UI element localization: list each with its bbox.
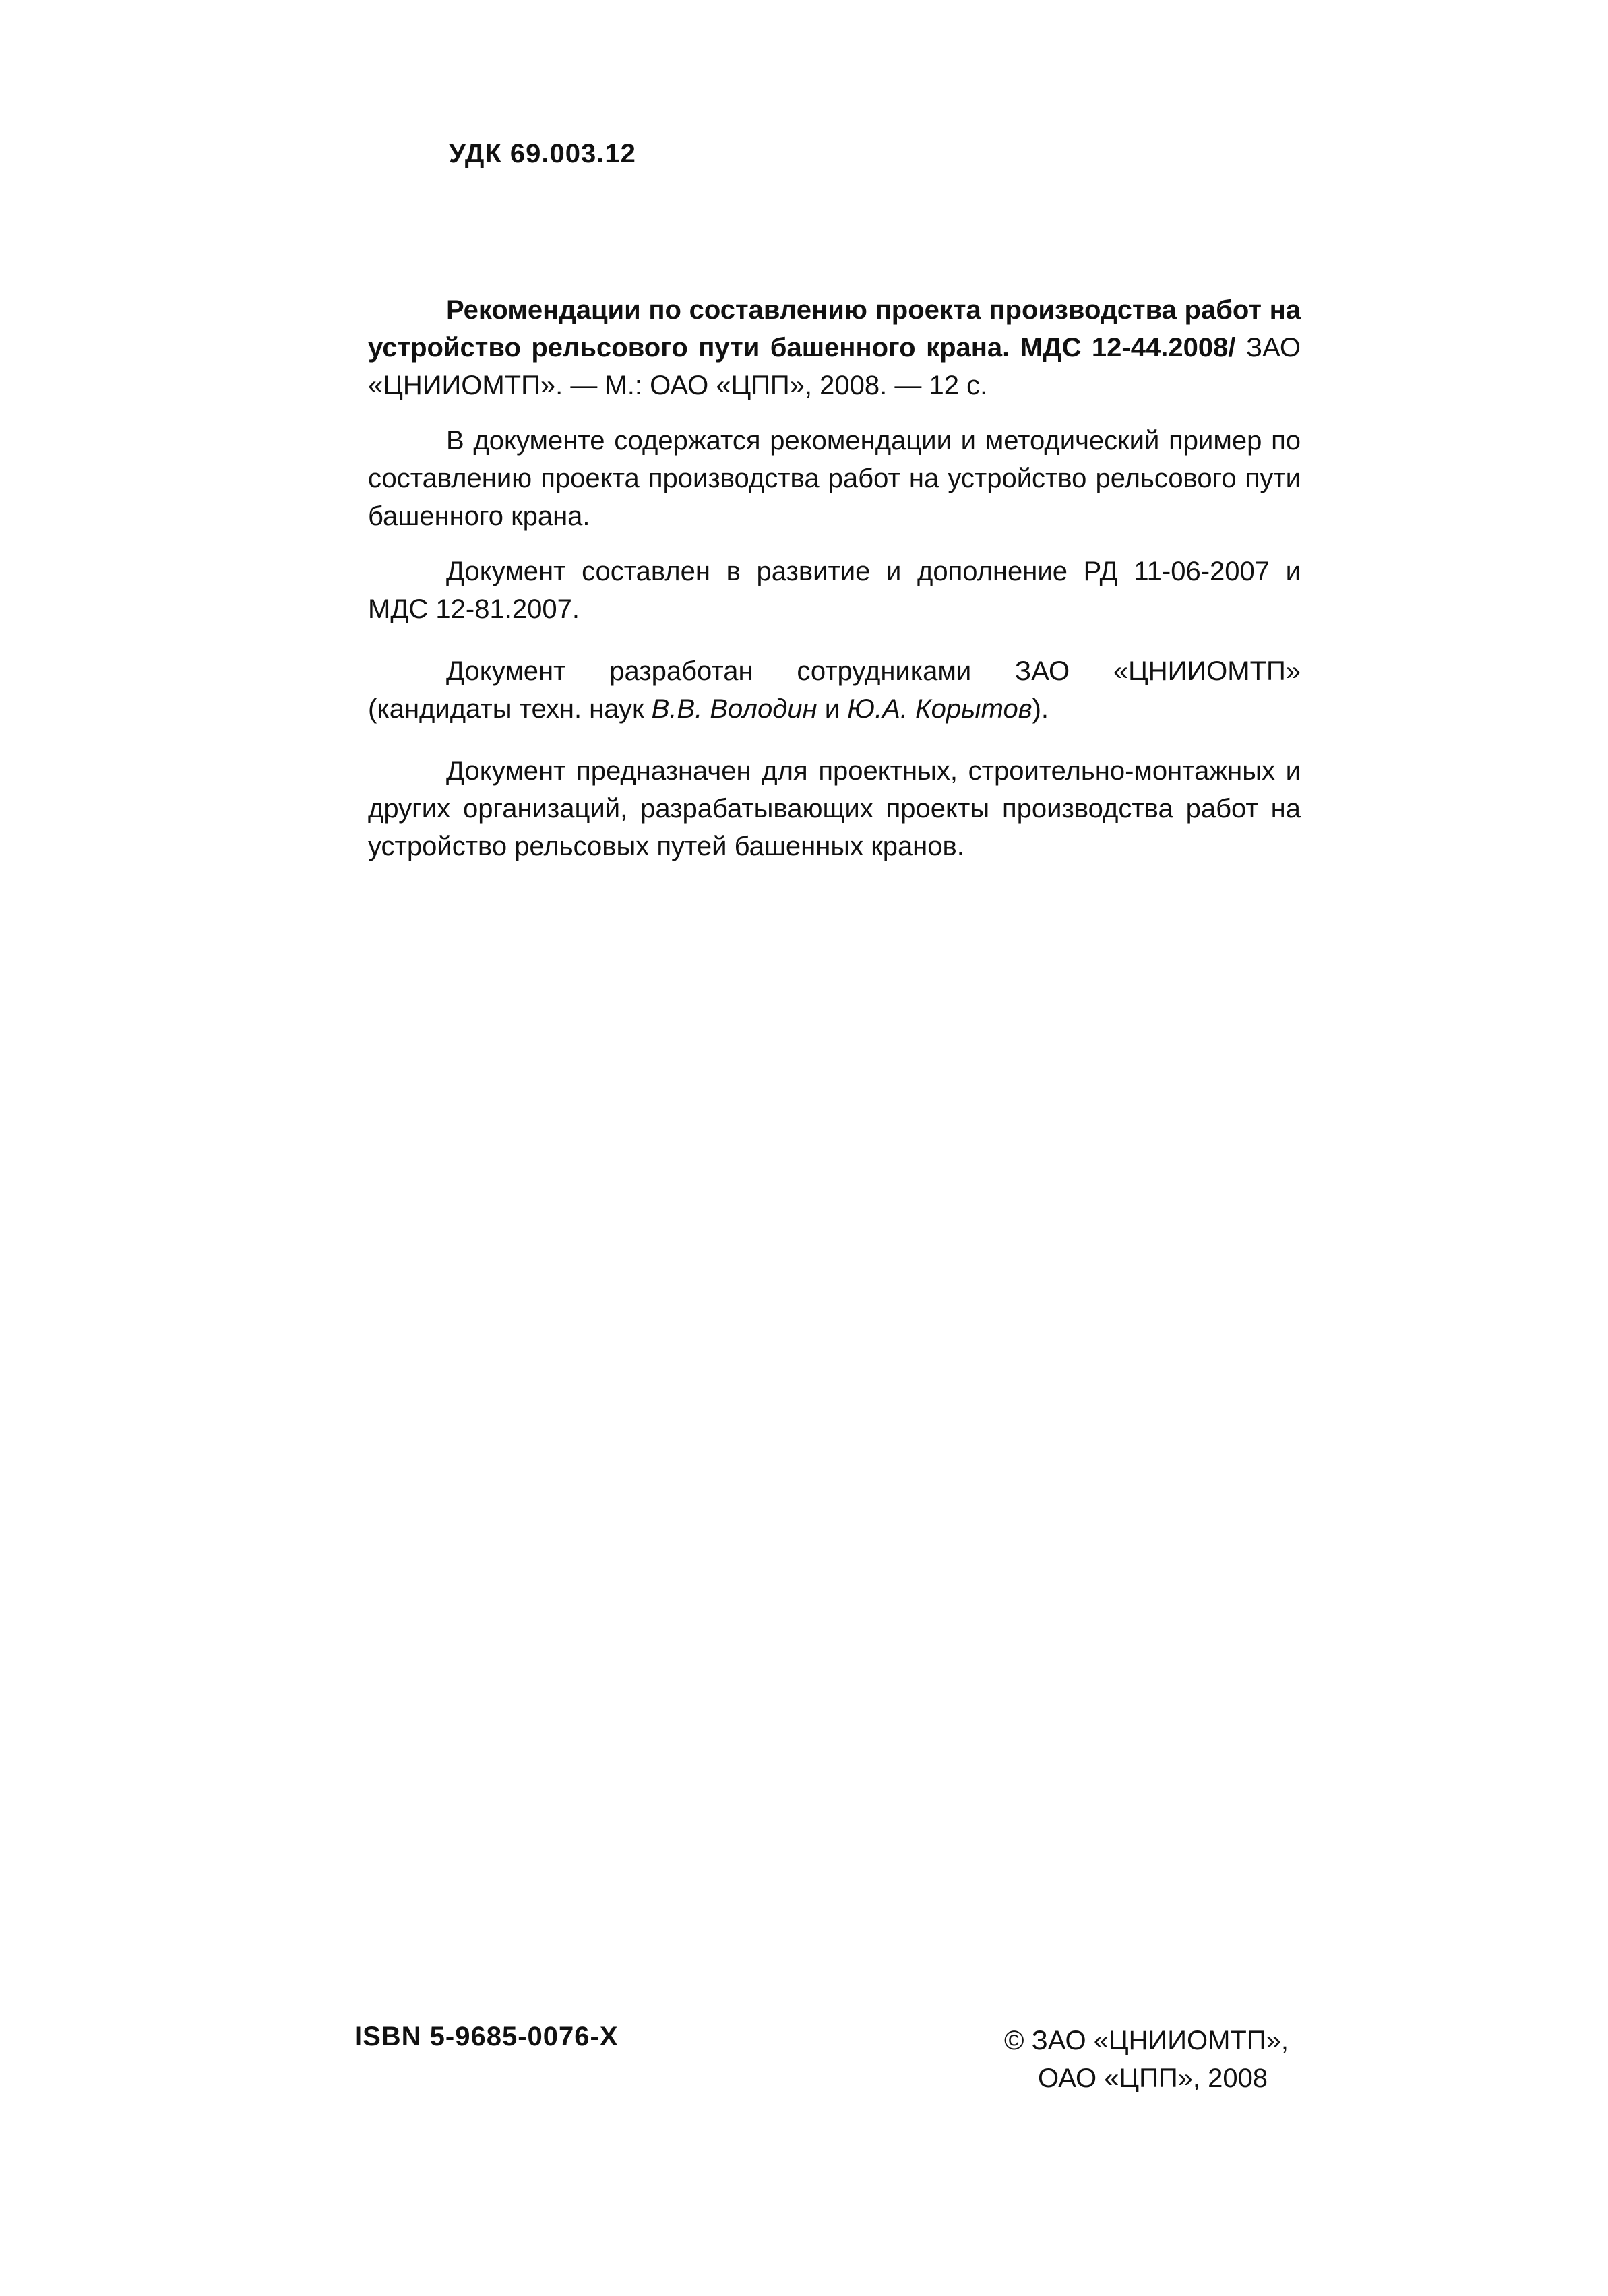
copyright-line: ОАО «ЦПП», 2008 (1038, 2064, 1268, 2093)
author-name: Ю.А. Корытов (847, 694, 1032, 724)
paragraph-text: В документе содержатся рекомендации и методический пример по составлению проекта производства работ на устройство рельсового пути башенного крана. (368, 426, 1301, 531)
bibliographic-imprint: ЗАО «ЦНИИОМТП». — М.: ОАО «ЦПП», 2008. — 12 с. (368, 333, 1301, 400)
udk-code: УДК 69.003.12 (449, 139, 636, 168)
paragraph-authors (368, 652, 1301, 728)
paragraph-text: Документ составлен в развитие и дополнение РД 11-06-2007 и МДС 12-81.2007. (368, 557, 1301, 624)
copyright-notice (1004, 2022, 1289, 2097)
bibliographic-title: Рекомендации по составлению проекта производства работ на устройство рельсового пути башенного крана. МДС 12-44.2008/ (368, 295, 1301, 363)
author-name: В.В. Володин (651, 694, 817, 724)
paragraph-basis (368, 553, 1301, 628)
isbn: ISBN 5-9685-0076-X (354, 2022, 619, 2051)
paragraph-text: Документ предназначен для проектных, строительно-монтажных и других организаций, разрабатывающих проекты производства работ на устройство рельсовых путей башенных кранов. (368, 756, 1301, 861)
paragraph-text: ). (1032, 694, 1049, 724)
bibliographic-record (368, 291, 1301, 404)
paragraph-content-summary (368, 422, 1301, 535)
copyright-line: © ЗАО «ЦНИИОМТП», (1004, 2026, 1289, 2055)
paragraph-text: и (817, 694, 848, 724)
paragraph-text: Документ разработан сотрудниками ЗАО «ЦНИИОМТП» (кандидаты техн. наук (368, 656, 1301, 724)
paragraph-audience (368, 752, 1301, 865)
